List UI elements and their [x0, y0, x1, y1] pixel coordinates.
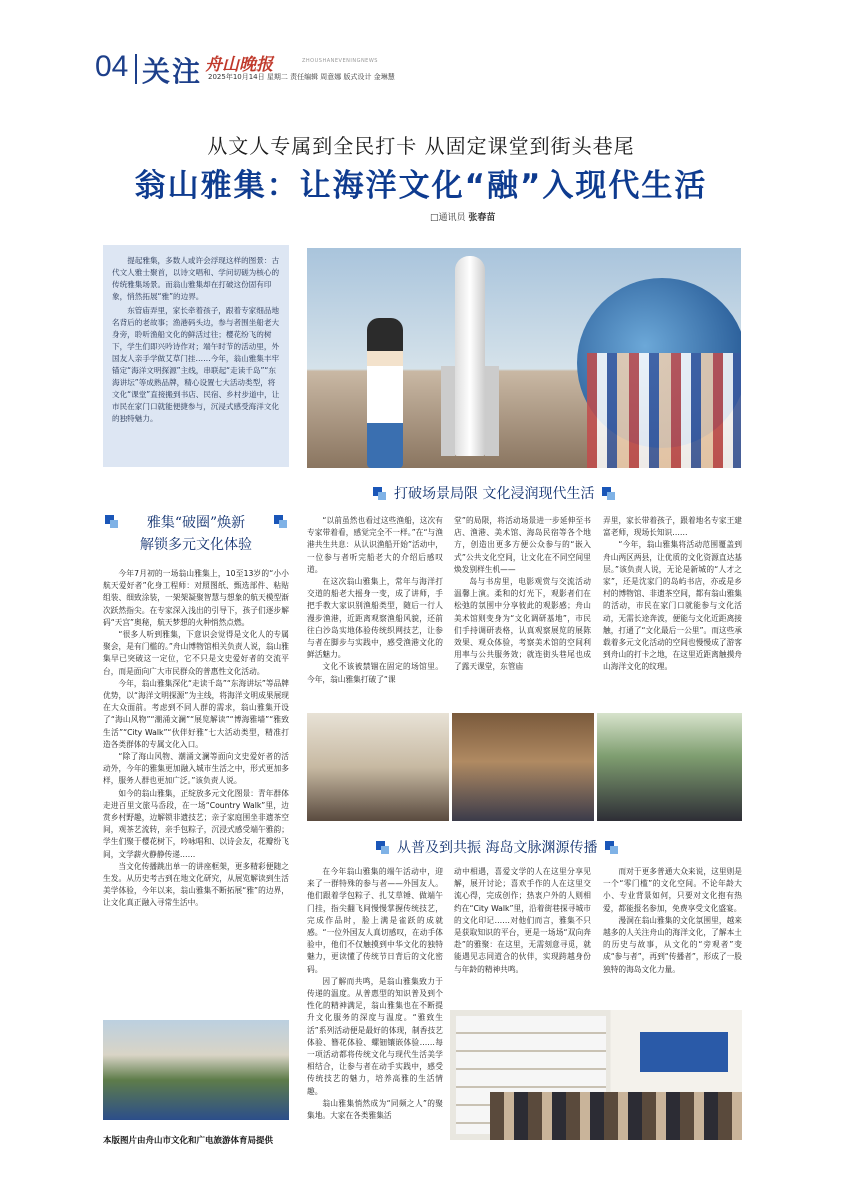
paragraph: “很多人听到雅集，下意识会觉得是文化人的专属聚会，是有门槛的。”舟山博物馆相关负责人说，翁山雅集早已突破这一定位，它不只是文史爱好者的交流平台，而是面向广大市民群众的普惠性文化活动。	[103, 630, 289, 676]
paragraph: 因了解而共鸣，是翁山雅集致力于传递的温度。从普惠型的知识普及到个性化的精神满足，翁山雅集也在不断提升文化服务的深度与温度。“雅致生活”系列活动便是最好的体现，制香技艺体验、簪花体验、螺钿镶嵌体验……每一项活动都将传统文化与现代生活美学相结合，让参与者在动手实践中，感受传统技艺的魅力，培养高雅的生活情趣。	[307, 976, 443, 1096]
paragraph: 今年7月初的一场翁山雅集上，10至13岁的“小小航天爱好者”化身工程师：对照图纸、甄选部件、粘贴组装、细致涂装，一架架凝聚智慧与想象的航天模型渐次跃然指尖。在专家深入浅出的引导下，孩子们逐步解码“天宫”奥秘，航天梦想的火种悄然点燃。	[103, 569, 289, 627]
paragraph: “以前虽然也看过这些渔船，这次有专家带着看，感觉完全不一样。”在“与渔港共生共息：从认识渔船开始”活动中，一位参与者听完船老大的介绍后感叹道。	[307, 516, 443, 574]
paragraph: 在这次翁山雅集上，常年与海洋打交道的船老大摇身一变，成了讲师，手把手教大家识别渔船类型，随后一行人漫步渔港，近距离观察渔船风貌，还前往白沙岛实地体验传统织网技艺，让参与者在脚步与实践中，感受渔港文化的鲜活魅力。	[307, 577, 443, 660]
paragraph: 而对于更多普通大众来说，这里则是一个“零门槛”的文化空间。不论年龄大小、专业背景如何，只要对文化抱有热爱，都能报名参加，免费享受文化盛宴。	[603, 867, 742, 913]
edition-info: 2025年10月14日 星期二 责任编辑 周意娜 版式设计 金琳慧	[208, 73, 395, 81]
photo-credit: 本版图片由舟山市文化和广电旅游体育局提供	[103, 1136, 274, 1146]
section-head-3	[376, 837, 618, 857]
section-name: 关注	[142, 55, 203, 88]
lead-box	[103, 245, 289, 467]
square-ornament-icon	[602, 487, 615, 500]
section-title-line2: 解锁多元文化体验	[140, 537, 252, 553]
section-title: 打破场景局限 文化浸润现代生活	[394, 486, 595, 502]
article-column-6	[454, 866, 591, 1006]
audience	[490, 1092, 742, 1140]
masthead	[95, 44, 795, 94]
photo-poetry-gathering	[307, 713, 449, 821]
paragraph: 弄里，家长带着孩子，跟着地名专家王建富老师，现场长知识……	[603, 516, 742, 538]
article-column-3	[454, 515, 591, 708]
paragraph: 翁山雅集悄然成为“同频之人”的聚集地。大家在各类雅集活	[307, 1098, 443, 1121]
paragraph: 动中相遇，喜爱文学的人在这里分享见解，展开讨论；喜欢手作的人在这里交流心得，完成创作；热衷户外的人则相约在“City Walk”里，沿着街巷探寻城市的文化印记……对他们而言，雅集不只是获取知识的平台，更是一场场“双向奔赴”的雅聚：在这里，无需刻意寻觅，就能遇见志同道合的伙伴，实现跨越身份与年龄的精神共鸣。	[454, 867, 591, 974]
masthead-divider	[135, 54, 137, 84]
article-column-1	[103, 568, 289, 1008]
paragraph: 文化不该被禁锢在固定的场馆里。今年，翁山雅集打破了“课	[307, 662, 443, 684]
paragraph: 漫洞在翁山雅集的文化氛围里，越来越多的人关注舟山的海洋文化，了解本土的历史与故事，从文化的“旁观者”变成“参与者”，再到“传播者”，形成了一股独特的海岛文化力量。	[603, 915, 742, 974]
paragraph: 当文化传播跳出单一的讲座框架，更多精彩便随之生发。从历史考古到在地文化研究，从展览解读到生活美学体验，今年以来，翁山雅集不断拓展“雅”的边界，让文化真正融入寻常生活中。	[103, 861, 289, 908]
byline	[430, 210, 495, 223]
photo-group-outdoor	[103, 1020, 289, 1120]
square-ornament-icon	[376, 841, 389, 854]
section-head-1	[373, 483, 615, 503]
docent-figure	[367, 318, 403, 468]
paragraph: “除了海山风物、潮涌文澜等面向文史爱好者的活动外，今年的雅集更加融入城市生活之中，形式更加多样，服务人群也更加广泛。”该负责人说。	[103, 752, 289, 786]
photo-street-walk	[452, 713, 594, 821]
newspaper-logo-en: ZHOUSHANEVENINGNEWS	[302, 58, 378, 64]
paragraph: “今年，翁山雅集将活动范围覆盖到舟山两区两县，让优质的文化资源直达基层。”该负责人说，无论是新城的“人才之家”，还是沈家门的岛屿书店，亦或是乡村的博物馆、非遗茶空间，都有翁山雅集的活动，市民在家门口就能参与文化活动，无需长途奔波，便能与文化近距离接触，打通了“文化最后一公里”。而这些承载着多元文化活动的空间也慢慢成了游客到舟山的打卡之地，在这里近距离触摸舟山海洋文化的纹理。	[603, 540, 742, 672]
page-number: 04	[95, 50, 129, 83]
paragraph: 今年，翁山雅集深化“走读千岛”“东海讲坛”等品牌优势，以“海洋文明探源”为主线，将海洋文明成果展现在大众面前。考虑到不同人群的需求，翁山雅集开设了“海山风物”“潮涌文澜”“展览解读”“博海雅墙”“雅致生活”“City Walk”“伙伴好雅”七大活动类型，精准打造各类群体的专属文化入口。	[103, 678, 289, 749]
photo-foreign-friends	[597, 713, 742, 821]
square-ornament-icon	[274, 515, 287, 528]
lead-paragraph: 提起雅集，多数人或许会浮现这样的图景：古代文人雅士聚首，以诗文唱和、学问切磋为核心的传统雅集场景。而翁山雅集却在打破这份固有印象，悄然拓展“雅”的边界。	[112, 256, 280, 301]
projection-screen	[640, 1032, 728, 1072]
article-column-7	[603, 866, 742, 1006]
rocket-model	[455, 256, 485, 456]
newspaper-logo: 舟山晚报	[205, 55, 273, 75]
byline-author: 张春苗	[468, 213, 496, 223]
square-ornament-icon	[373, 487, 386, 500]
paragraph: 堂”的局限，将活动场景进一步延伸至书店、渔港、美术馆、海岛民宿等各个地方，创造出更多方便公众参与的“嵌入式”公共文化空间，让文化在不同空间里焕发别样生机——	[454, 516, 591, 574]
paragraph: 如今的翁山雅集，正绽放多元文化图景：青年群体走进百里文旅马岙段，在一场“Country Walk”里，边赏乡村野趣，边解锁非遗技艺；亲子家庭围坐非遗茶空间，观茶艺流转，亲手包粽子，沉浸式感受端午雅韵；学生们聚于樱花树下，吟咏唱和、以诗会友，花瓣纷飞间，文学薪火静静传递……	[103, 788, 289, 859]
kicker: 从文人专属到全民打卡 从固定课堂到街头巷尾	[207, 134, 635, 158]
square-ornament-icon	[605, 841, 618, 854]
article-column-2	[307, 515, 443, 708]
children-group	[587, 353, 741, 468]
headline: 翁山雅集：让海洋文化“融”入现代生活	[134, 168, 708, 204]
article-column-4	[603, 515, 742, 708]
section-head-2	[103, 512, 289, 560]
lead-paragraph: 东管庙弄里，家长牵着孩子，跟着专家细品地名背后的老故事；渔港码头边，参与者围坐船老大身旁，聆听渔船文化的鲜活过往；樱花纷飞的树下，学生们即兴吟诗作对；端午时节的活动里，外国友人亲手学做艾草门挂……今年，翁山雅集丰牢锚定“海洋文明探源”主线，串联起“走读千岛”“东海讲坛”等成熟品牌，精心设置七大活动类型，将文化“课堂”直接搬到书店、民宿、乡村步道中，让市民在家门口就能便捷参与，沉浸式感受海洋文化的独特魅力。	[112, 306, 280, 423]
photo-space-exhibit	[307, 248, 741, 468]
article-column-5	[307, 866, 443, 1148]
section-title-line1: 雅集“破圈”焕新	[146, 515, 246, 531]
byline-prefix: □通讯员	[430, 213, 466, 223]
paragraph: 岛与书房里，电影观赏与交流活动温馨上演。柔和的灯光下，观影者们在松弛的氛围中分享彼此的观影感；舟山美术馆则变身为“文化调研基地”，市民们手持调研表格，认真观察展览的展陈效果、观众体验，考察美术馆的空间利用率与公共服务效；就连街头巷尾也成了露天课堂，东管庙	[454, 577, 591, 672]
section-title: 从普及到共振 海岛文脉渊源传播	[397, 840, 598, 856]
paragraph: 在今年翁山雅集的端午活动中，迎来了一群特殊的参与者——外国友人。他们跟着学包粽子、扎艾草锤、做端午门挂，指尖翻飞间慢慢掌握传统技艺，完成作品时，脸上满是雀跃的成就感。“一位外国友人真切感叹，在动手体验中，他们不仅触摸到中华文化的独特魅力，更读懂了传统节日背后的文化密码。	[307, 867, 443, 974]
photo-bookstore-lecture	[450, 1010, 742, 1140]
